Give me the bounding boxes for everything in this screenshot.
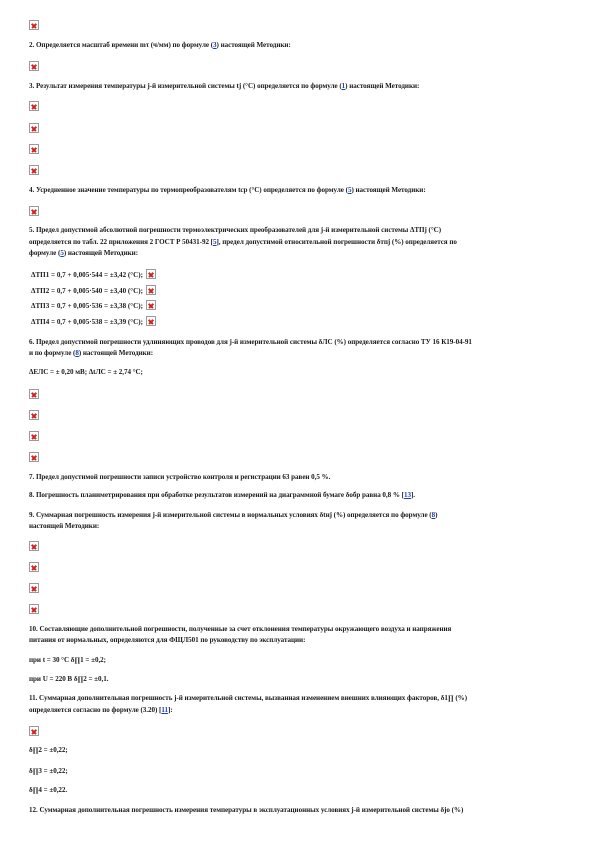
broken-image-icon [29,20,39,30]
broken-image-icon [29,144,39,154]
paragraph-11-value: δ∏3 = ±0,22; [29,767,68,775]
broken-image-icon [29,389,39,399]
broken-image-icon [29,431,39,441]
formula-ref-link[interactable]: 8 [75,349,79,357]
broken-image-icon [29,541,39,551]
reference-link[interactable]: 5 [212,238,217,246]
paragraph-5-line-1: 5. Предел допустимой абсолютной погрешности термоэлектрических преобразователей для j-й измерительной системы ΔТПj (°С) [29,226,442,234]
formula-ref-link[interactable]: 8 [431,511,436,519]
paragraph-9-line-1: 9. Суммарная погрешность измерения j-й измерительной системы в нормальных условиях δtнj (%) определяется по формуле (8) [29,511,438,519]
paragraph-11-line-2: определяется согласно по формуле (3.20) [11]: [29,706,173,714]
formula-ref-link[interactable]: 5 [60,249,64,257]
broken-image-icon [29,410,39,420]
formula-ref-link[interactable]: 5 [347,186,352,194]
broken-image-icon [29,562,39,572]
broken-image-icon [29,101,39,111]
paragraph-9-line-2: настоящей Методики: [29,522,100,530]
formula-line: ΔТП2 = 0,7 + 0,005·540 = ±3,40 (°С); [31,285,156,296]
paragraph-5-line-2: определяется по табл. 22 приложения 2 ГОСТ Р 50431-92 [5], предел допустимой относительной погрешности δтпj (%) определяется по [29,238,457,246]
paragraph-5-line-3: формуле (5) настоящей Методики: [29,249,139,257]
broken-image-icon [29,61,39,71]
formula-ref-link[interactable]: 1 [341,82,346,90]
formula-ref-link[interactable]: 3 [213,41,217,49]
formula-line: ΔТП1 = 0,7 + 0,005·544 = ±3,42 (°С); [31,269,156,280]
broken-image-icon [29,583,39,593]
paragraph-10-line-3: при t = 30 °С δ∏1 = ±0,2; [29,656,106,664]
reference-link[interactable]: 13 [403,491,411,499]
paragraph-6-line-3: ΔЕЛС = ± 0,20 мВ; ΔtЛС = ± 2,74 °С; [29,368,143,376]
paragraph-3: 3. Результат измерения температуры j-й измерительной системы tj (°С) определяется по формуле (1) настоящей Методики: [29,82,420,90]
paragraph-12: 12. Суммарная дополнительная погрешность измерения температуры в эксплуатационных условиях j-й измерительной системы δjo (%) [29,806,464,814]
formula-line: ΔТП4 = 0,7 + 0,005·538 = ±3,39 (°С); [31,316,156,327]
paragraph-10-line-2: питания от нормальных, определяются для ФЩЛ501 по руководству по эксплуатации: [29,636,306,644]
paragraph-10-line-1: 10. Составляющие дополнительной погрешности, полученные за счет отклонения температуры окружающего воздуха и напряжения [29,625,452,633]
broken-image-icon [29,206,39,216]
paragraph-11-value: δ∏2 = ±0,22; [29,746,68,754]
broken-image-icon [146,300,156,310]
paragraph-11-line-1: 11. Суммарная дополнительная погрешность j-й измерительной системы, вызванная изменением внешних влияющих факторов, δ1∏ (%) [29,694,468,702]
paragraph-8: 8. Погрешность планиметрирования при обработке результатов измерений на диаграммной бумаге δобр равна 0,8 % [13]. [29,491,415,499]
paragraph-6-line-1: 6. Предел допустимой погрешности удлиняющих проводов для j-й измерительной системы δЛС (%) определяется согласно ТУ 16 К19-04-91 [29,338,472,346]
broken-image-icon [29,123,39,133]
broken-image-icon [29,604,39,614]
reference-link[interactable]: 11 [161,706,168,714]
paragraph-10-line-4: при U = 220 В δ∏2 = ±0,1. [29,675,109,683]
paragraph-7: 7. Предел допустимой погрешности записи устройство контроля и регистрации 63 равен 0,5 %. [29,473,331,481]
broken-image-icon [146,269,156,279]
broken-image-icon [29,452,39,462]
paragraph-2: 2. Определяется масштаб времени mτ (ч/мм) по формуле (3) настоящей Методики: [29,41,291,49]
paragraph-11-value: δ∏4 = ±0,22. [29,786,68,794]
paragraph-4: 4. Усредненное значение температуры по термопреобразователям tср (°С) определяется по формуле (5) настоящей Методики: [29,186,426,194]
broken-image-icon [29,165,39,175]
broken-image-icon [29,726,39,736]
formula-line: ΔТП3 = 0,7 + 0,005·536 = ±3,38 (°С); [31,300,156,311]
broken-image-icon [146,285,156,295]
paragraph-6-line-2: и по формуле (8) настоящей Методики: [29,349,154,357]
broken-image-icon [146,316,156,326]
